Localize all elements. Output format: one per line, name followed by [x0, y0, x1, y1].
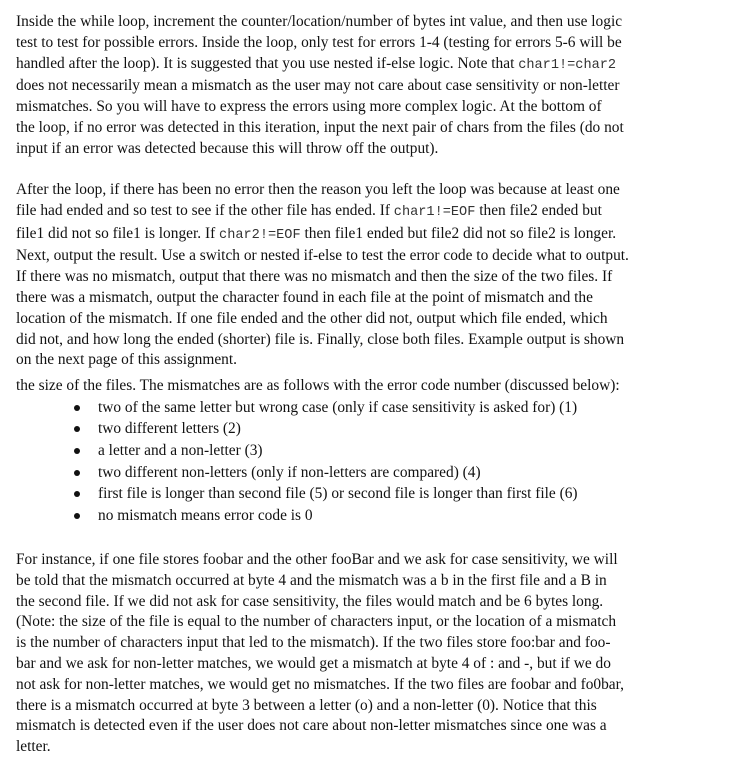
text-line: mismatch is detected even if the user does not care about non-letter mismatches since one was a [16, 717, 607, 735]
text-line: Next, output the result. Use a switch or nested if-else to test the error code to decide what to output. [16, 247, 629, 265]
text-segment: then file1 ended but file2 did not so file2 is longer. [300, 224, 617, 242]
text-line: not ask for non-letter matches, we would get no mismatches. If the two files are foobar and fo0bar, [16, 675, 624, 693]
list-item [16, 505, 720, 527]
list-item [16, 397, 720, 419]
paragraph-after-loop [16, 180, 720, 371]
text-line: After the loop, if there has been no error then the reason you left the loop was because at least one [16, 181, 620, 198]
text-line: the second file. If we did not ask for case sensitivity, the files would match and be 6 bytes long. [16, 592, 604, 610]
list-item-text: a letter and a non-letter (3) [98, 441, 263, 459]
text-line: did not, and how long the ended (shorter) file is. Finally, close both files. Example output is shown [16, 330, 625, 348]
text-segment: handled after the loop). It is suggested that you use nested if-else logic. Note that [16, 54, 519, 72]
list-item-text: no mismatch means error code is 0 [98, 506, 313, 524]
text-line [16, 201, 720, 224]
list-item [16, 462, 720, 484]
text-line: be told that the mismatch occurred at byte 4 and the mismatch was a b in the first file and a B in [16, 571, 607, 589]
bullet-icon [74, 491, 80, 497]
text-line: mismatches. So you will have to express the errors using more complex logic. At the bottom of [16, 98, 602, 116]
bullet-icon [74, 470, 80, 476]
paragraph-mismatch-list [16, 376, 720, 526]
text-line: bar and we ask for non-letter matches, we would get a mismatch at byte 4 of : and -, but if we do [16, 654, 611, 672]
text-line: is the number of characters input that led to the mismatch). If the two files store foo:bar and foo- [16, 634, 611, 652]
text-segment: file had ended and so test to see if the other file has ended. If [16, 201, 394, 219]
text-line: there is a mismatch occurred at byte 3 between a letter (o) and a non-letter (0). Notice that this [16, 696, 597, 714]
text-line: input if an error was detected because this will throw off the output). [16, 139, 439, 157]
text-line: there was a mismatch, output the character found in each file at the point of mismatch and the [16, 288, 593, 306]
text-line: does not necessarily mean a mismatch as the user may not care about case sensitivity or non-letter [16, 77, 620, 95]
paragraph-example [16, 550, 720, 758]
text-line: (Note: the size of the file is equal to the number of characters input, or the location of a mismatch [16, 613, 617, 631]
bullet-icon [74, 513, 80, 519]
list-item [16, 440, 720, 462]
text-line: location of the mismatch. If one file ended and the other did not, output which file ended, which [16, 309, 608, 327]
text-segment: then file2 ended but [475, 201, 602, 219]
list-item-text: two different non-letters (only if non-letters are compared) (4) [98, 463, 481, 481]
text-line: the size of the files. The mismatches are as follows with the error code number (discussed below): [16, 377, 620, 394]
text-segment: file1 did not so file1 is longer. If [16, 224, 220, 242]
code-snippet: char1!=char2 [518, 57, 617, 73]
error-code-list [16, 397, 720, 527]
bullet-icon [74, 426, 80, 432]
code-snippet: char1!=EOF [393, 204, 476, 220]
code-snippet: char2!=EOF [219, 227, 301, 243]
text-line: For instance, if one file stores foobar and the other fooBar and we ask for case sensitivity, we will [16, 551, 618, 568]
text-line: letter. [16, 738, 51, 756]
text-line: the loop, if no error was detected in this iteration, input the next pair of chars from the files (do not [16, 118, 624, 136]
text-line: test to test for possible errors. Inside the loop, only test for errors 1-4 (testing for errors 5-6 will be [16, 33, 622, 51]
text-line [16, 224, 720, 247]
text-line: on the next page of this assignment. [16, 351, 237, 369]
list-item [16, 418, 720, 440]
list-item-text: two of the same letter but wrong case (only if case sensitivity is asked for) (1) [98, 398, 578, 416]
list-item [16, 483, 720, 505]
text-line: If there was no mismatch, output that there was no mismatch and then the size of the two files. If [16, 268, 613, 286]
bullet-icon [74, 448, 80, 454]
text-line: Inside the while loop, increment the counter/location/number of bytes int value, and then use logic [16, 13, 623, 30]
bullet-icon [74, 405, 80, 411]
list-item-text: first file is longer than second file (5) or second file is longer than first file (6) [98, 485, 578, 503]
text-line [16, 54, 720, 77]
paragraph-loop-errors [16, 12, 720, 160]
list-item-text: two different letters (2) [98, 420, 241, 438]
